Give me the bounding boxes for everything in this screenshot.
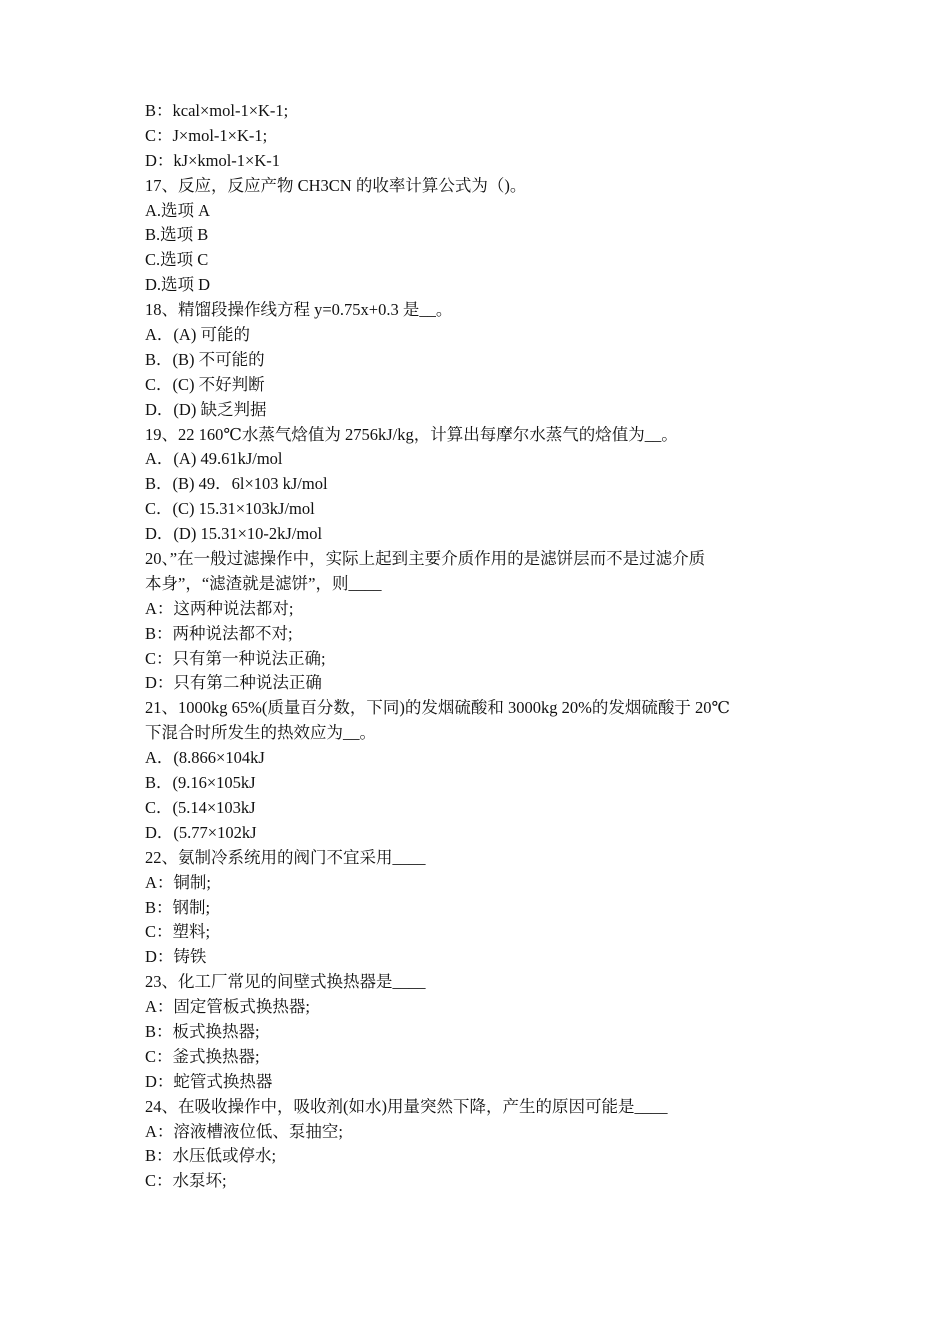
option-line: C.选项 C [145, 250, 209, 270]
option-line: D．(D) 缺乏判据 [145, 399, 267, 419]
question-19: 19、22 160℃水蒸气焓值为 2756kJ/kg，计算出每摩尔水蒸气的焓值为__。 [145, 424, 678, 444]
option-line: C：只有第一种说法正确; [145, 648, 326, 668]
option-line: A：这两种说法都对; [145, 598, 294, 618]
option-line: B．(B) 不可能的 [145, 349, 265, 369]
question-18: 18、精馏段操作线方程 y=0.75x+0.3 是__。 [145, 300, 453, 320]
question-24: 24、在吸收操作中，吸收剂(如水)用量突然下降，产生的原因可能是____ [145, 1096, 668, 1116]
option-line: A．(A) 49.61kJ/mol [145, 449, 283, 469]
question-17: 17、反应，反应产物 CH3CN 的收率计算公式为（)。 [145, 175, 527, 195]
option-line: D：只有第二种说法正确 [145, 673, 322, 693]
option-line: C．(C) 15.31×103kJ/mol [145, 499, 315, 519]
option-line: A.选项 A [145, 200, 211, 220]
option-line: C．(C) 不好判断 [145, 374, 265, 394]
option-line: B：kcal×mol-1×K-1; [145, 101, 289, 120]
question-21: 21、1000kg 65%(质量百分数，下同)的发烟硫酸和 3000kg 20%的发烟硫酸于 20℃ [145, 698, 730, 718]
option-line: B：水压低或停水; [145, 1146, 277, 1166]
question-20: 20、”在一般过滤操作中，实际上起到主要介质作用的是滤饼层而不是过滤介质 [145, 549, 706, 569]
option-line: C：水泵坏; [145, 1171, 227, 1191]
option-line: A．(A) 可能的 [145, 325, 250, 345]
question-22: 22、氨制冷系统用的阀门不宜采用____ [145, 847, 426, 867]
option-line: D．(5.77×102kJ [145, 822, 257, 842]
option-line: C：塑料; [145, 922, 211, 942]
option-line: D：kJ×kmol-1×K-1 [145, 150, 281, 170]
option-line: D：铸铁 [145, 947, 207, 967]
option-line: C：釜式换热器; [145, 1046, 260, 1066]
question-20-continued: 本身”，“滤渣就是滤饼”，则____ [145, 573, 382, 593]
option-line: A：溶液槽液位低、泵抽空; [145, 1121, 343, 1141]
option-line: B：板式换热器; [145, 1021, 260, 1041]
option-line: D：蛇管式换热器 [145, 1071, 273, 1091]
option-line: C：J×mol-1×K-1; [145, 125, 268, 145]
question-21-continued: 下混合时所发生的热效应为__。 [145, 723, 376, 743]
option-line: B：钢制; [145, 897, 211, 917]
option-line: B．(9.16×105kJ [145, 773, 256, 793]
option-line: A：固定管板式换热器; [145, 997, 310, 1017]
option-line: B.选项 B [145, 225, 209, 245]
option-line: D．(D) 15.31×10-2kJ/mol [145, 524, 323, 544]
option-line: B：两种说法都不对; [145, 623, 293, 643]
option-line: B．(B) 49．6l×103 kJ/mol [145, 474, 328, 494]
question-23: 23、化工厂常见的间壁式换热器是____ [145, 972, 426, 992]
option-line: A：铜制; [145, 872, 211, 892]
document-page [145, 99, 825, 1194]
option-line: C．(5.14×103kJ [145, 797, 256, 817]
option-line: A．(8.866×104kJ [145, 748, 265, 768]
option-line: D.选项 D [145, 275, 211, 295]
